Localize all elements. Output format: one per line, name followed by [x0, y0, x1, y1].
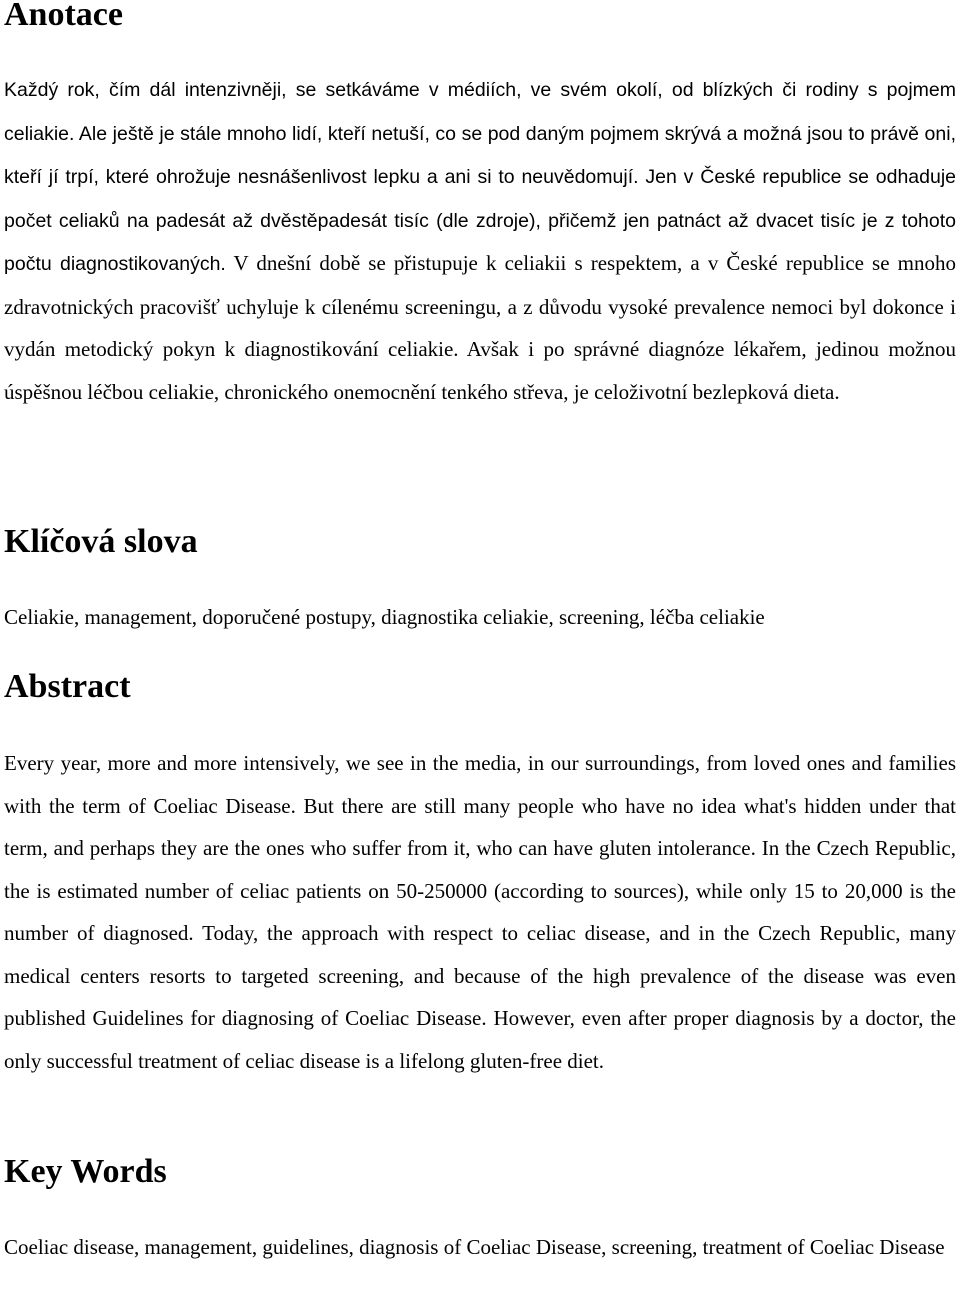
anotace-text-serif: V dnešní době se přistupuje k celiakii s respektem, a v České republice se mnoho zdravotnických pracovišť uchyluje k cílenému screeningu, a z důvodu vysoké prevalence nemoci byl dokonce i vydán metodický pokyn k diagnostikování celiakie. Avšak i po správné diagnóze lékařem, jedinou možnou úspěšnou léčbou celiakie, chronického onemocnění tenkého střeva, je celoživotní bezlepková dieta. [4, 251, 956, 404]
abstract-heading: Abstract [4, 668, 131, 705]
anotace-text-sans: Každý rok, čím dál intenzivněji, se setkáváme v médiích, ve svém okolí, od blízkých či rodiny s pojmem celiakie. Ale ještě je stále mnoho lidí, kteří netuší, co se pod daným pojmem skrývá a možná jsou to právě oni, kteří jí trpí, které ohrožuje nesnášenlivost lepku a ani si to neuvědomují. Jen v České republice se odhaduje počet celiaků na padesát až dvěstěpadesát tisíc (dle zdroje), přičemž jen patnáct až dvacet tisíc je z tohoto počtu diagnostikovaných. [4, 79, 956, 275]
anotace-paragraph [4, 68, 956, 413]
key-words-heading: Key Words [4, 1153, 167, 1190]
klicova-slova-heading: Klíčová slova [4, 523, 198, 560]
abstract-paragraph: Every year, more and more intensively, we see in the media, in our surroundings, from loved ones and families with the term of Coeliac Disease. But there are still many people who have no idea what's hidden under that term, and perhaps they are the ones who suffer from it, who can have gluten intolerance. In the Czech Republic, the is estimated number of celiac patients on 50-250000 (according to sources), while only 15 to 20,000 is the number of diagnosed. Today, the approach with respect to celiac disease, and in the Czech Republic, many medical centers resorts to targeted screening, and because of the high prevalence of the disease was even published Guidelines for diagnosing of Coeliac Disease. However, even after proper diagnosis by a doctor, the only successful treatment of celiac disease is a lifelong gluten-free diet. [4, 751, 956, 1073]
anotace-heading: Anotace [4, 0, 123, 33]
klicova-slova-paragraph: Celiakie, management, doporučené postupy, diagnostika celiakie, screening, léčba celiakie [4, 605, 765, 629]
key-words-paragraph: Coeliac disease, management, guidelines, diagnosis of Coeliac Disease, screening, treatment of Coeliac Disease [4, 1235, 945, 1259]
